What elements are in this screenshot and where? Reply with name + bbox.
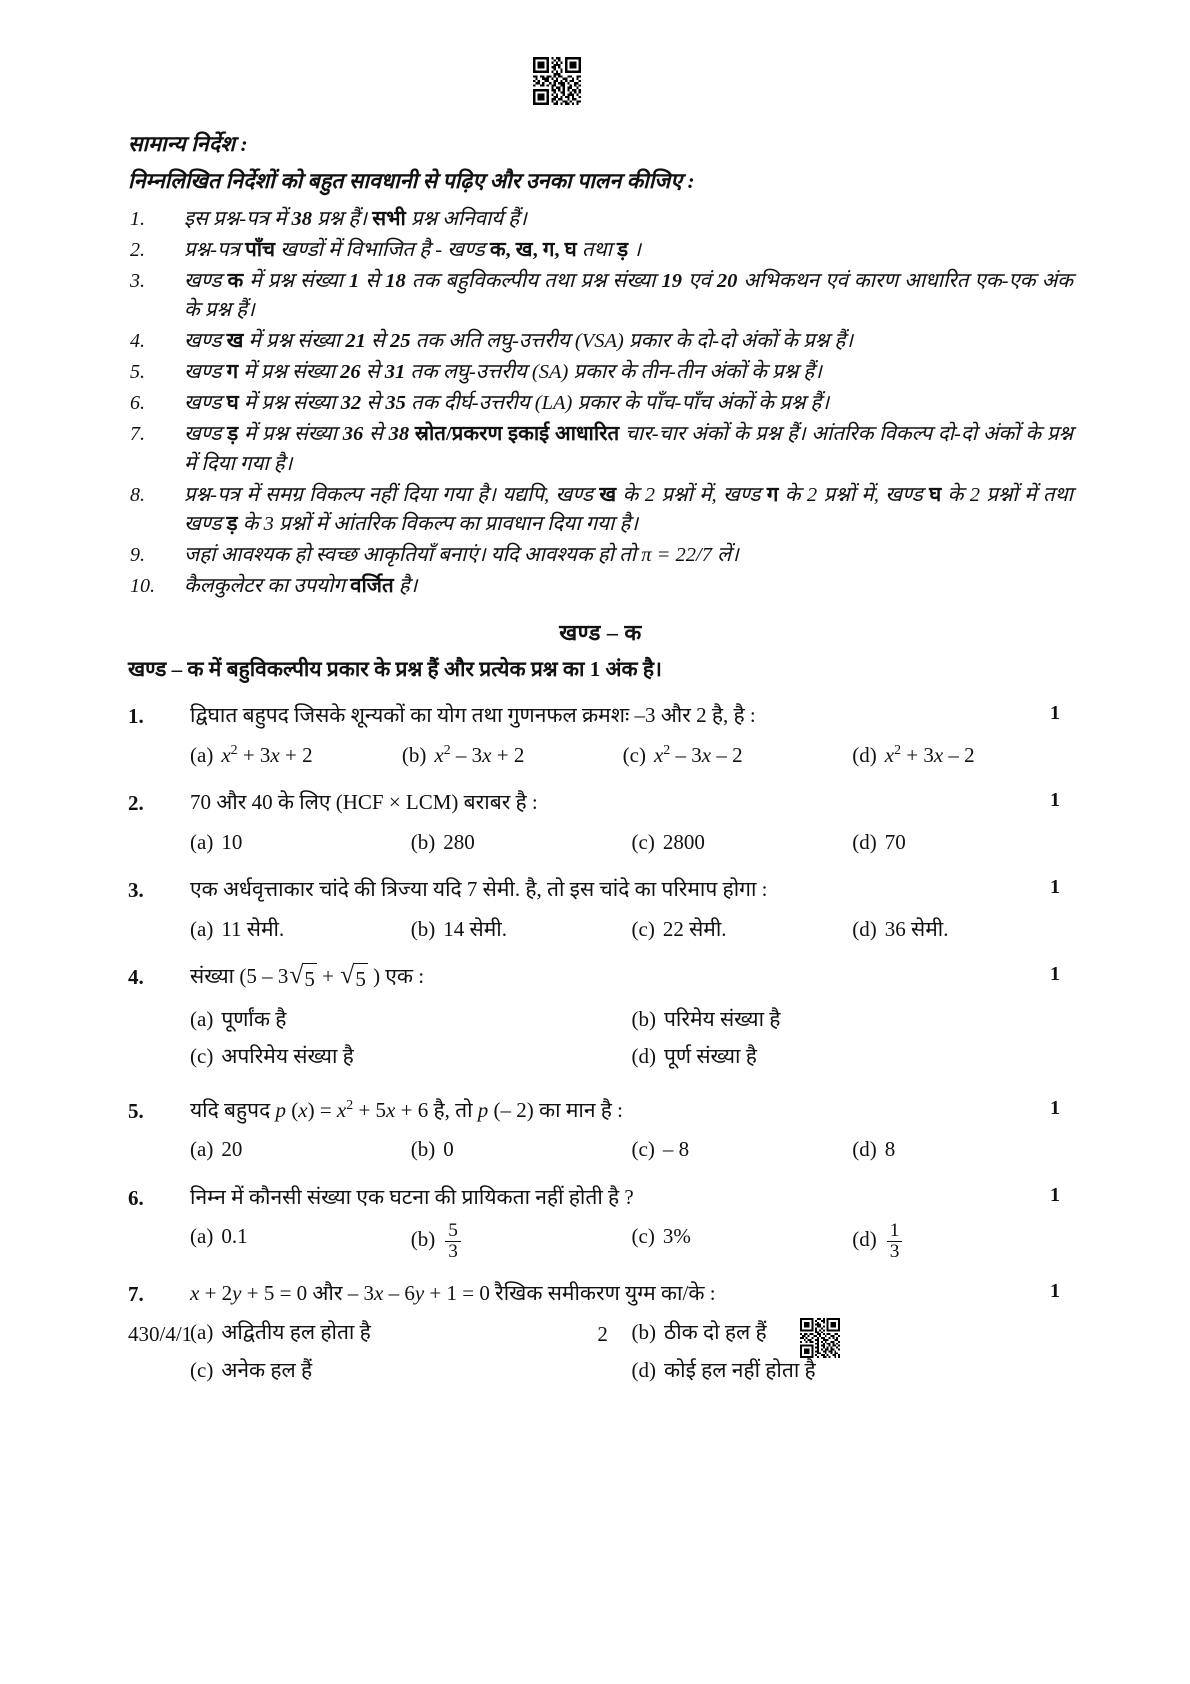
option-a[interactable] [190,740,402,772]
option-c[interactable] [632,827,853,859]
option-label: (b) [410,829,436,854]
option-d[interactable] [632,1041,1074,1073]
question-text: एक अर्धवृत्ताकार चांदे की त्रिज्या यदि 7 सेमी. है, तो इस चांदे का परिमाप होगा : [190,877,768,902]
option-c[interactable] [190,1041,632,1073]
option-value: 3% [662,1224,691,1249]
section-a-note: खण्ड – क में बहुविकल्पीय प्रकार के प्रश्न हैं और प्रत्येक प्रश्न का 1 अंक है। [128,657,663,682]
option-label: (d) [852,1227,877,1252]
question-text: द्विघात बहुपद जिसके शून्यकों का योग तथा गुणनफल क्रमशः –3 और 2 है, है : [190,703,756,728]
question-text: निम्न में कौनसी संख्या एक घटना की प्रायिकता नहीं होती है ? [190,1184,634,1209]
option-value: अद्वितीय हल होता है [221,1320,371,1345]
qr-code-icon [533,57,581,105]
question-number: 3. [128,878,144,903]
instruction-number: 4. [130,330,145,353]
instruction-number: 5. [130,361,145,384]
instruction-number: 7. [130,423,145,446]
instruction-item [128,572,1073,601]
option-label: (c) [622,742,646,767]
instruction-text: खण्ड क में प्रश्न संख्या 1 से 18 तक बहुविकल्पीय तथा प्रश्न संख्या 19 एवं 20 अभिकथन एवं कारण आधारित एक-एक अंक के प्रश्न हैं। [184,269,1073,321]
instruction-number: 8. [130,483,145,506]
question-text: x + 2y + 5 = 0 और – 3x – 6y + 1 = 0 रैखिक समीकरण युग्म का/के : [190,1280,716,1305]
question-number: 1. [128,704,144,729]
question-marks: 1 [1050,963,1060,986]
option-value: $x^2 - 3x - 2$ [653,741,743,767]
option-value: 280 [443,829,475,854]
option-label: (c) [631,1137,655,1162]
option-c[interactable] [190,1355,632,1387]
paper-code: 430/4/1 [128,1322,193,1346]
instruction-text: इस प्रश्न-पत्र में 38 प्रश्न हैं। सभी प्रश्न अनिवार्य हैं। [184,207,527,230]
question-block [128,1182,1073,1262]
question-block [128,1095,1073,1166]
option-value: ठीक दो हल हैं [664,1320,767,1345]
option-label: (b) [410,1137,436,1162]
section-a-title: खण्ड – क [559,620,642,646]
option-d[interactable] [852,1221,1073,1261]
instruction-number: 10. [130,574,155,597]
qr-code-icon [800,1318,840,1358]
option-list [190,740,1073,772]
option-list [190,914,1073,946]
option-label: (d) [852,742,877,767]
option-b[interactable] [632,1004,1074,1036]
option-label: (c) [631,1224,655,1249]
instruction-item [128,236,1073,265]
option-value: 22 सेमी. [662,916,727,941]
question-block [128,787,1073,858]
instruction-text: खण्ड घ में प्रश्न संख्या 32 से 35 तक दीर्घ-उत्तरीय (LA) प्रकार के पाँच-पाँच अंकों के प्रश्न हैं। [184,392,830,415]
option-value: 2800 [662,829,705,854]
question-number: 6. [128,1185,144,1210]
option-value: 8 [884,1137,896,1162]
instruction-text: प्रश्न-पत्र पाँच खण्डों में विभाजित है - खण्ड क, ख, ग, घ तथा ड़ । [184,238,641,261]
instruction-text: खण्ड ग में प्रश्न संख्या 26 से 31 तक लघु-उत्तरीय (SA) प्रकार के तीन-तीन अंकों के प्रश्न हैं। [184,361,822,384]
option-label: (b) [410,1227,436,1252]
question-number: 2. [128,791,144,816]
option-d[interactable] [852,827,1073,859]
question-number: 7. [128,1281,144,1306]
option-value: अनेक हल हैं [221,1357,313,1382]
page-content [128,128,1073,1392]
option-value: 0 [443,1137,454,1162]
question-marks: 1 [1050,702,1060,725]
option-value: $\frac{5}{3}$ [443,1221,463,1261]
page-footer [128,1322,1073,1347]
instruction-number: 6. [130,392,145,415]
questions-container [128,700,1073,1392]
option-c[interactable] [632,914,853,946]
option-label: (b) [631,1006,656,1031]
instructions-list [128,205,1073,601]
option-label: (d) [852,916,877,941]
option-label: (c) [190,1044,214,1069]
instruction-item [128,267,1073,325]
instruction-number: 3. [130,269,145,292]
instruction-item [128,420,1073,478]
option-value: 10 [221,829,243,854]
instruction-number: 2. [130,238,145,261]
option-label: (c) [631,829,655,854]
option-value: $x^2 - 3x + 2$ [434,741,525,767]
question-block [128,961,1073,1079]
option-value: पूर्ण संख्या है [664,1044,757,1069]
option-label: (a) [190,1006,214,1031]
instruction-text: जहां आवश्यक हो स्वच्छ आकृतियाँ बनाएं। यदि आवश्यक हो तो π = 22/7 लें। [184,543,739,566]
instruction-number: 9. [130,543,145,566]
option-b[interactable] [411,1221,632,1261]
option-label: (a) [190,1137,214,1162]
question-marks: 1 [1050,1279,1060,1302]
option-a[interactable] [190,1221,411,1261]
option-label: (a) [190,1224,214,1249]
option-a[interactable] [190,1134,411,1166]
option-label: (a) [190,742,214,767]
instruction-number: 1. [130,207,145,230]
question-marks: 1 [1050,1096,1060,1119]
option-a[interactable] [190,1004,632,1036]
instruction-item [128,389,1073,418]
option-b[interactable] [411,1134,632,1166]
option-label: (c) [631,916,655,941]
option-c[interactable] [632,1134,853,1166]
option-list [190,1221,1073,1261]
option-label: (a) [190,916,214,941]
option-b[interactable] [411,827,632,859]
option-label: (b) [401,742,427,767]
general-instructions-subheading: निम्नलिखित निर्देशों को बहुत सावधानी से पढ़िए और उनका पालन कीजिए : [128,169,695,194]
option-list [190,827,1073,859]
option-label: (d) [631,1357,656,1382]
question-number: 4. [128,965,144,990]
option-value: 36 सेमी. [884,916,949,941]
option-b[interactable] [411,914,632,946]
option-value: $x^2 + 3x - 2$ [884,741,975,767]
option-d[interactable] [632,1355,1074,1387]
general-instructions-heading: सामान्य निर्देश : [128,132,248,156]
option-label: (a) [190,829,214,854]
option-value: अपरिमेय संख्या है [221,1044,354,1069]
option-value: 14 सेमी. [443,916,507,941]
option-label: (c) [190,1357,214,1382]
option-list [190,1004,1073,1079]
option-list [190,1134,1073,1166]
option-value: $x^2 + 3x + 2$ [221,741,313,767]
instruction-item [128,358,1073,387]
option-label: (d) [852,1137,877,1162]
option-value: 20 [221,1137,243,1162]
question-number: 5. [128,1098,144,1123]
option-c[interactable] [623,740,853,772]
option-d[interactable] [852,740,1073,772]
option-c[interactable] [632,1221,853,1261]
question-marks: 1 [1050,1183,1060,1206]
instruction-text: कैलकुलेटर का उपयोग वर्जित है। [184,574,418,597]
option-a[interactable] [190,914,411,946]
question-text: यदि बहुपद p $(x) = x^2 + 5x + 6$ है, तो p (– 2) का मान है : [190,1096,623,1122]
page-number: 2 [597,1322,608,1346]
question-block [128,874,1073,945]
question-marks: 1 [1050,876,1060,899]
option-d[interactable] [852,1134,1073,1166]
instruction-text: खण्ड ख में प्रश्न संख्या 21 से 25 तक अति लघु-उत्तरीय (VSA) प्रकार के दो-दो अंकों के प्रश्न हैं। [184,330,854,353]
option-value: $\frac{1}{3}$ [885,1221,905,1261]
option-d[interactable] [852,914,1073,946]
instruction-item [128,481,1073,539]
instruction-text: खण्ड ड़ में प्रश्न संख्या 36 से 38 स्रोत/प्रकरण इकाई आधारित चार-चार अंकों के प्रश्न हैं। आंतरिक विकल्प दो-दो अंकों के प्रश्न में दिया गया है। [184,423,1073,475]
instruction-item [128,541,1073,570]
option-b[interactable] [402,740,623,772]
question-block [128,700,1073,771]
instruction-item [128,327,1073,356]
instruction-item [128,205,1073,234]
option-value: 11 सेमी. [221,916,285,941]
option-label: (b) [631,1320,656,1345]
option-label: (a) [190,1320,214,1345]
option-a[interactable] [190,827,411,859]
option-value: – 8 [662,1137,690,1162]
option-value: 70 [884,829,906,854]
question-marks: 1 [1050,789,1060,812]
option-label: (b) [410,916,436,941]
instruction-text: प्रश्न-पत्र में समग्र विकल्प नहीं दिया गया है। यद्यपि, खण्ड ख के 2 प्रश्नों में, खण्ड ग के 2 प्रश्नों में, खण्ड घ के 2 प्रश्नों में तथा खण्ड ड़ के 3 प्रश्नों में आंतरिक विकल्प का प्रावधान दिया गया है। [184,483,1073,535]
option-label: (d) [852,829,877,854]
option-value: परिमेय संख्या है [664,1006,781,1031]
question-text: 70 और 40 के लिए (HCF × LCM) बराबर है : [190,790,538,815]
question-text: संख्या (5 – 3 √ 5 + √ 5 ) एक : [190,961,1073,996]
option-label: (d) [631,1044,656,1069]
option-value: कोई हल नहीं होता है [664,1357,816,1382]
option-value: पूर्णांक है [221,1006,287,1031]
option-value: 0.1 [221,1224,248,1249]
